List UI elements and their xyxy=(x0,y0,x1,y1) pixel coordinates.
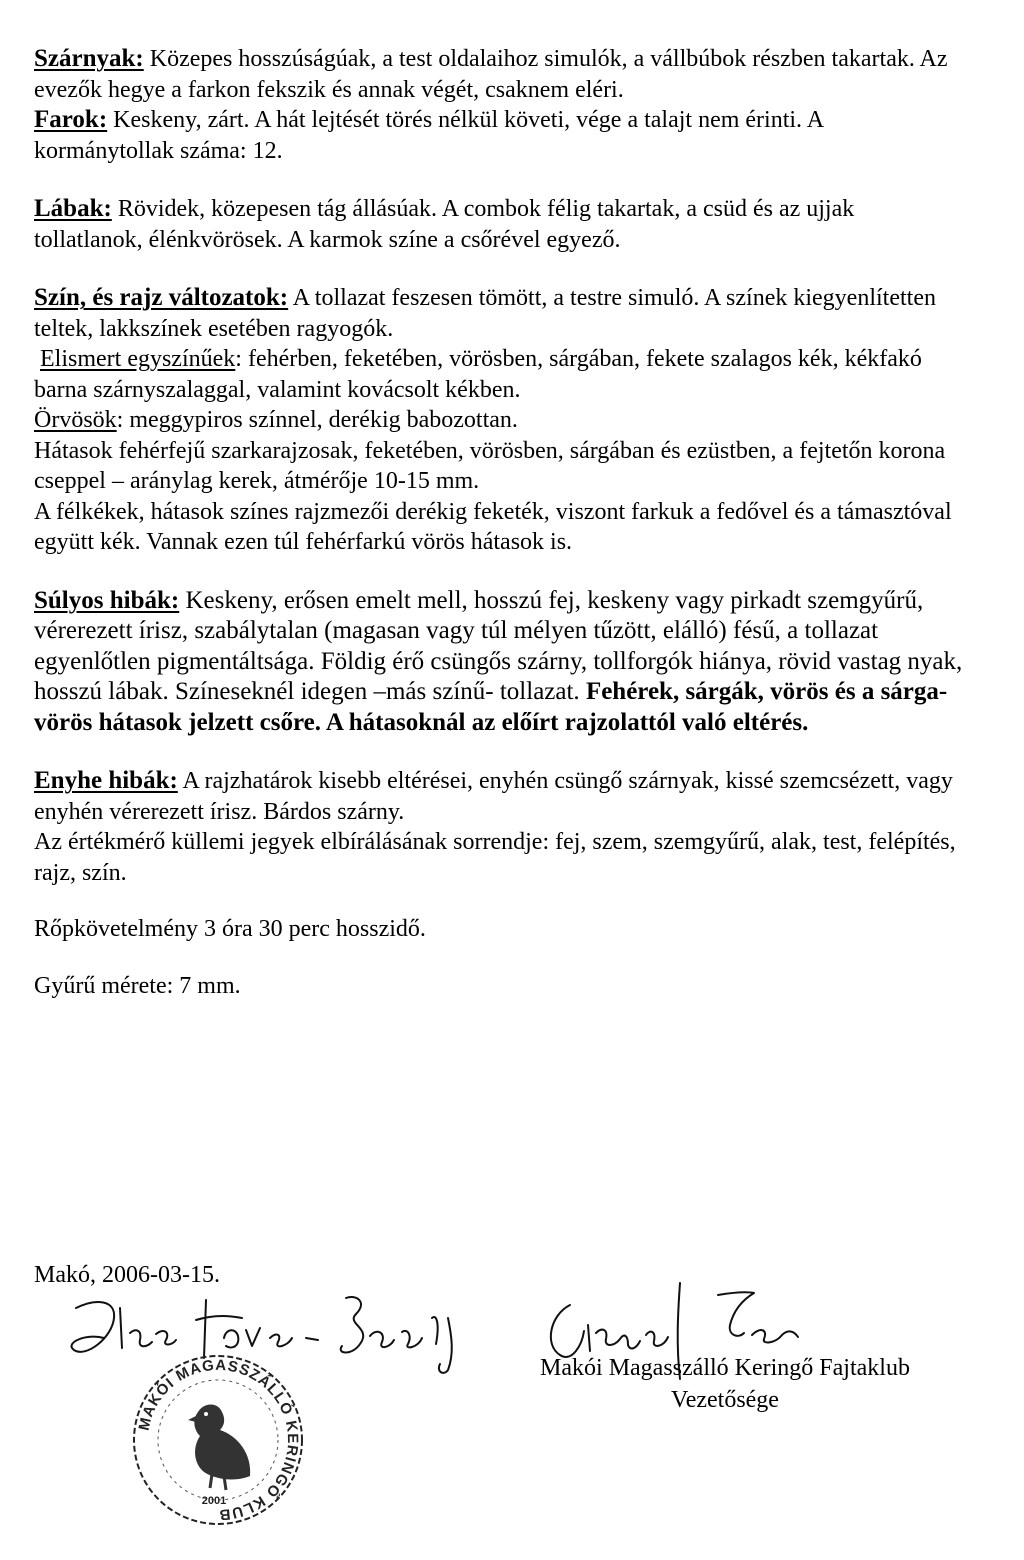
heading-minor-faults: Enyhe hibák: xyxy=(34,767,178,794)
minor-faults-text: A rajzhatárok kisebb eltérései, enyhén csüngő szárnyak, kissé szemcsézett, vagy enyhén vérerezett írisz. Bárdos szárny. xyxy=(34,768,953,825)
section-colors xyxy=(34,283,964,344)
colors-text: A tollazat feszesen tömött, a testre simuló. A színek kiegyenlítetten teltek, lakkszínek esetében ragyogók. xyxy=(34,285,936,342)
pigeon-icon xyxy=(188,1405,250,1491)
colors-collared xyxy=(34,405,964,436)
section-minor-faults xyxy=(34,766,964,827)
collared-label: Örvösök xyxy=(34,407,117,433)
place-date: Makó, 2006-03-15. xyxy=(34,1262,220,1288)
judging-order: Az értékmérő küllemi jegyek elbírálásának sorrendje: fej, szem, szemgyűrű, alak, test, felépítés, rajz, szín. xyxy=(34,829,956,886)
svg-text:MAKÓI MAGASSZÁLLÓ KERINGŐ KLUB: MAKÓI MAGASSZÁLLÓ KERINGŐ KLUB xyxy=(135,1356,302,1524)
club-stamp xyxy=(128,1350,308,1530)
heading-wings: Szárnyak: xyxy=(34,45,144,72)
colors-recognized xyxy=(34,344,964,405)
recognized-text: : fehérben, feketében, vörösben, sárgában, fekete szalagos kék, kékfakó barna szárnyszalaggal, valamint kovácsolt kékben. xyxy=(34,346,922,403)
serious-faults-bold-text: Fehérek, sárgák, vörös és a sárga-vörös hátasok jelzett csőre. A hátasoknál az előírt rajzolattól való eltérés. xyxy=(34,678,948,736)
section-legs xyxy=(34,194,964,255)
svg-text:2001: 2001 xyxy=(201,1495,227,1507)
club-signature-block xyxy=(490,1352,960,1416)
serious-faults-text: Keskeny, erősen emelt mell, hosszú fej, keskeny vagy pirkadt szemgyűrű, vérerezett írisz, szabálytalan (magasan vagy túl mélyen tűzött, elálló) fésű, a tollazat egyenlőtlen pigmentáltsága. Földig érő csüngős szárny, tollforgók hiánya, rövid vastag nyak, hosszú lábak. Színeseknél idegen –más színű- tollazat. xyxy=(34,586,963,705)
recognized-label: Elismert egyszínűek xyxy=(40,346,236,372)
heading-legs: Lábak: xyxy=(34,195,112,222)
section-wings xyxy=(34,44,964,105)
heading-tail: Farok: xyxy=(34,106,108,133)
heading-serious-faults: Súlyos hibák: xyxy=(34,586,180,614)
section-serious-faults xyxy=(34,586,964,739)
tail-text: Keskeny, zárt. A hát lejtését törés nélkül követi, vége a talajt nem érinti. A kormánytollak száma: 12. xyxy=(34,107,823,164)
collared-text: : meggypiros színnel, derékig babozottan. xyxy=(116,407,518,433)
heading-colors: Szín, és rajz változatok: xyxy=(34,284,289,311)
flight-requirement: Rőpkövetelmény 3 óra 30 perc hosszidő. xyxy=(34,916,426,942)
club-name: Makói Magasszálló Keringő Fajtaklub xyxy=(540,1355,910,1381)
club-board: Vezetősége xyxy=(671,1387,779,1413)
document-body xyxy=(34,44,964,1001)
ring-size: Gyűrű mérete: 7 mm. xyxy=(34,972,241,999)
section-tail xyxy=(34,105,964,166)
wings-text: Közepes hosszúságúak, a test oldalaihoz simulók, a vállbúbok részben takartak. Az evezők hegye a farkon fekszik és annak végét, csaknem eléri. xyxy=(34,46,948,103)
colors-halfblue: A félkékek, hátasok színes rajzmezői derékig feketék, viszont farkuk a fedővel és a támasztóval együtt kék. Vannak ezen túl fehérfarkú vörös hátasok is. xyxy=(34,498,952,555)
legs-text: Rövidek, közepesen tág állásúak. A combok félig takartak, a csüd és az ujjak tollatlanok, élénkvörösek. A karmok színe a csőrével egyező. xyxy=(34,196,855,253)
colors-magpie: Hátasok fehérfejű szarkarajzosak, feketében, vörösben, sárgában és ezüstben, a fejtetőn korona cseppel – aránylag kerek, átmérője 10-15 mm. xyxy=(34,437,946,494)
